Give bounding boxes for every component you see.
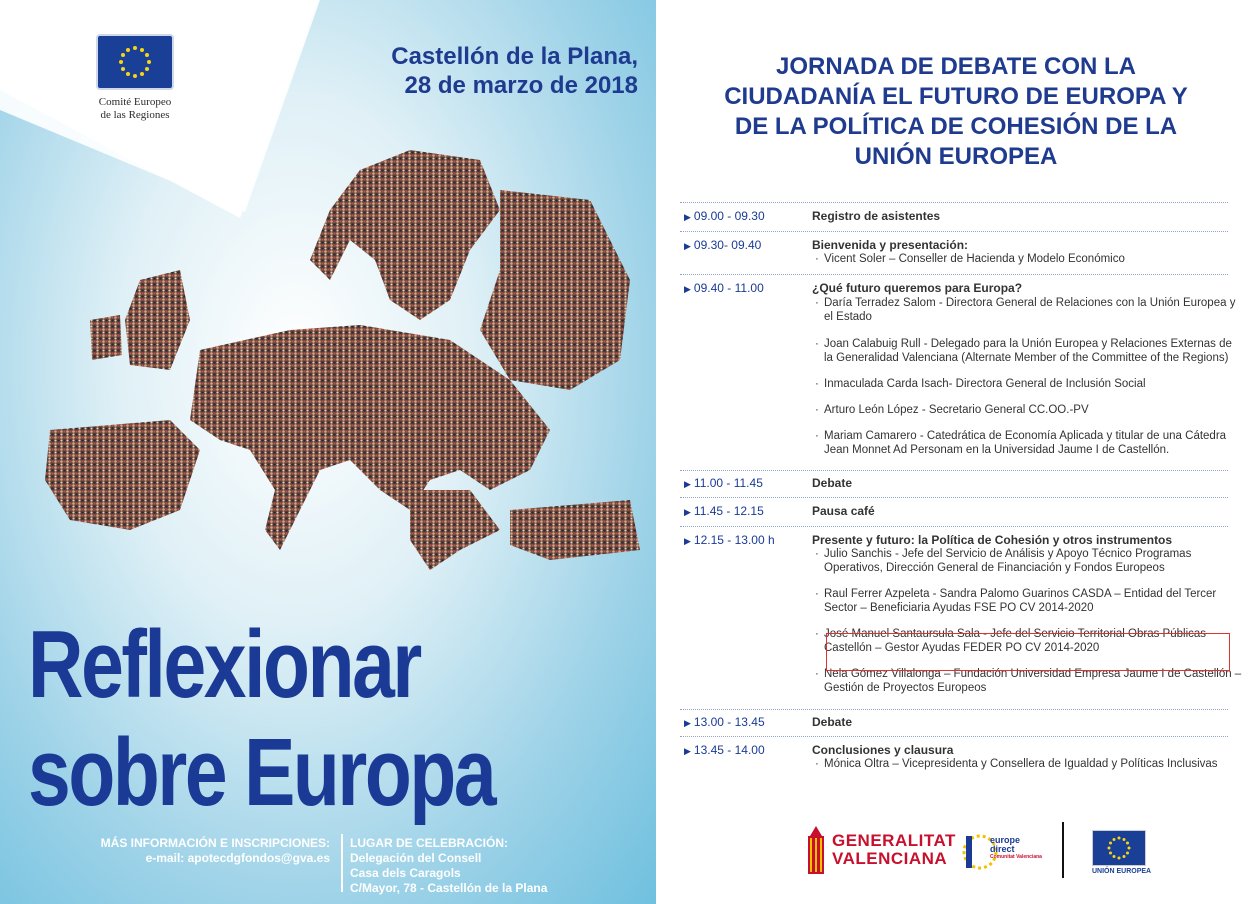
triangle-icon: ▶ xyxy=(684,241,691,251)
speaker: · Arturo León López - Secretario General CC.OO.-PV xyxy=(824,403,1242,417)
separator xyxy=(680,736,1228,737)
agenda-heading: Debate xyxy=(812,476,853,490)
event-place-date xyxy=(391,42,638,100)
triangle-icon: ▶ xyxy=(684,284,691,294)
info-title: MÁS INFORMACIÓN E INSCRIPCIONES: xyxy=(100,836,330,850)
agenda-time: ▶ 12.15 - 13.00 h xyxy=(684,533,775,547)
triangle-icon: ▶ xyxy=(684,212,691,222)
agenda-time: ▶ 13.45 - 14.00 xyxy=(684,743,765,757)
separator xyxy=(680,470,1228,471)
sponsor-logos xyxy=(656,818,1254,888)
org-name-line2: de las Regiones xyxy=(100,109,170,121)
eu-logo-label: UNIÓN EUROPEA xyxy=(1092,868,1152,875)
agenda-time: ▶ 13.00 - 13.45 xyxy=(684,715,765,729)
ed-line2: direct xyxy=(990,844,1015,854)
eu-flag-icon xyxy=(1092,830,1146,866)
gv-line2: VALENCIANA xyxy=(832,849,948,868)
separator xyxy=(680,274,1228,275)
europe-crowd-map-image xyxy=(30,130,650,590)
speaker: · Raul Ferrer Azpeleta - Sandra Palomo Guarinos CASDA – Entidad del Tercer Sector – Beneficiaria Ayudas FSE PO CV 2014-2020 xyxy=(824,587,1242,615)
triangle-icon: ▶ xyxy=(684,746,691,756)
headline-line2: sobre Europa xyxy=(28,719,495,826)
triangle-icon: ▶ xyxy=(684,718,691,728)
committee-of-regions-logo xyxy=(60,20,210,140)
highlight-box xyxy=(826,633,1230,671)
title-line2: CIUDADANÍA EL FUTURO DE EUROPA Y xyxy=(724,83,1188,110)
agenda-heading: Conclusiones y clausura xyxy=(812,743,954,757)
program-title xyxy=(676,52,1236,172)
triangle-icon: ▶ xyxy=(684,479,691,489)
speaker-highlighted: · José Manuel Santaursula Sala - Jefe del Servicio Territorial Obras Públicas Castellón – Gestor Ayudas FEDER PO CV 2014-2020 xyxy=(824,627,1242,655)
agenda-time: ▶ 09.00 - 09.30 xyxy=(684,209,765,223)
triangle-icon: ▶ xyxy=(684,507,691,517)
gv-line1: GENERALITAT xyxy=(832,831,956,850)
venue-title: LUGAR DE CELEBRACIÓN: xyxy=(350,836,508,850)
venue-line2: Casa dels Caragols xyxy=(350,866,461,880)
agenda-time: ▶ 09.30- 09.40 xyxy=(684,238,762,252)
speaker: · Daría Terradez Salom - Directora General de Relaciones con la Unión Europea y el Estado xyxy=(824,296,1242,324)
venue-line3: C/Mayor, 78 - Castellón de la Plana xyxy=(350,881,548,895)
speaker: · Inmaculada Carda Isach- Directora General de Inclusión Social xyxy=(824,377,1242,391)
ed-line3: Comunitat Valenciana xyxy=(990,854,1042,860)
agenda-heading: Pausa café xyxy=(812,504,875,518)
speaker: · Joan Calabuig Rull - Delegado para la Unión Europea y Relaciones Externas de la Generalidad Valenciana (Alternate Member of the Committee of the Regions) xyxy=(824,337,1242,365)
agenda-time: ▶ 11.45 - 12.15 xyxy=(684,504,764,518)
speaker: · Mariam Camarero - Catedrática de Economía Aplicada y titular de una Cátedra Jean Monnet Ad Personam en la Universidad Jaume I de Castellón. xyxy=(824,429,1242,457)
venue-line1: Delegación del Consell xyxy=(350,851,482,865)
eu-stars-icon xyxy=(96,34,174,90)
agenda-time: ▶ 11.00 - 11.45 xyxy=(684,476,763,490)
title-line3: DE LA POLÍTICA DE COHESIÓN DE LA xyxy=(734,113,1178,140)
venue-block xyxy=(350,836,547,896)
separator xyxy=(680,526,1228,527)
agenda-heading: Registro de asistentes xyxy=(812,209,941,223)
title-line1: JORNADA DE DEBATE CON LA xyxy=(775,53,1136,80)
program-panel xyxy=(656,0,1254,904)
speaker: · Vicent Soler – Conseller de Hacienda y Modelo Económico xyxy=(824,252,1242,266)
speaker: · Nela Gómez Villalonga – Fundación Universidad Empresa Jaume I de Castellón – Gestión de Proyectos Europeos xyxy=(824,667,1242,695)
event-place: Castellón de la Plana, xyxy=(391,43,638,70)
title-line4: UNIÓN EUROPEA xyxy=(854,143,1058,170)
separator xyxy=(680,709,1228,710)
info-contact xyxy=(80,836,330,866)
europe-direct-logo xyxy=(990,836,1042,861)
event-date: 28 de marzo de 2018 xyxy=(404,72,638,99)
separator xyxy=(680,497,1228,498)
info-email: e-mail: apotecdgfondos@gva.es xyxy=(145,851,330,865)
agenda-heading: Debate xyxy=(812,715,853,729)
generalitat-emblem-icon xyxy=(806,824,826,876)
headline-line1: Reflexionar xyxy=(28,611,420,718)
agenda-heading: Bienvenida y presentación: xyxy=(812,238,969,252)
agenda-heading: Presente y futuro: la Política de Cohesión y otros instrumentos xyxy=(812,533,1173,547)
generalitat-logo xyxy=(832,832,956,868)
separator xyxy=(680,202,1228,203)
logo-divider xyxy=(1062,822,1064,878)
ed-line1: europe xyxy=(990,835,1021,845)
speaker: · Mónica Oltra – Vicepresidenta y Consellera de Igualdad y Políticas Inclusivas xyxy=(824,757,1242,771)
agenda-heading: ¿Qué futuro queremos para Europa? xyxy=(812,281,1023,295)
info-divider xyxy=(341,834,343,892)
org-name-line1: Comité Europeo xyxy=(98,96,172,108)
triangle-icon: ▶ xyxy=(684,536,691,546)
agenda-time: ▶ 09.40 - 11.00 xyxy=(684,281,764,295)
speaker: · Julio Sanchis - Jefe del Servicio de Análisis y Apoyo Técnico Programas Operativos, Dirección General de Financiación y Fondos Europeos xyxy=(824,547,1242,575)
separator xyxy=(680,231,1228,232)
